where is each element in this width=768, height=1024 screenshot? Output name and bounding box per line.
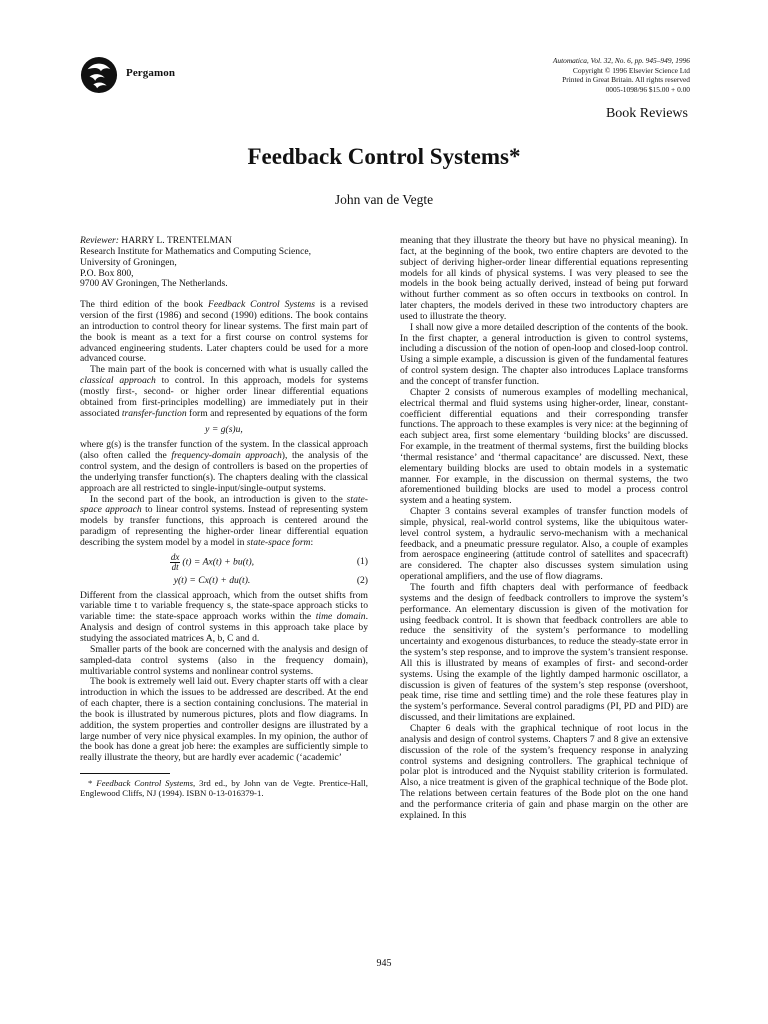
paragraph: Smaller parts of the book are concerned with the analysis and design of sampled-data control systems (also in the frequency domain), multivariable control systems and nonlinear control systems. — [80, 643, 368, 677]
copyright-line: Copyright © 1996 Elsevier Science Ltd — [572, 65, 690, 75]
reviewer-block — [80, 236, 368, 290]
journal-imprint — [553, 56, 690, 94]
paragraph: In the second part of the book, an introduction is given to the state-space approach to linear control systems. Instead of representing system models by transfer functions, this approach is centered around the paradigm of representing the higher-order linear differential equation describing the system model by a model in state-space form: — [80, 493, 368, 548]
equation-state: $\frac{dx}{dt}$ (t) = Ax(t) + bu(t), (1) — [170, 551, 368, 572]
section-label: Book Reviews — [605, 106, 688, 121]
paragraph: Chapter 2 consists of numerous examples of modelling mechanical, electrical thermal and fluid systems using higher-order, linear, constant-coefficient differential equations and their corresponding transfer functions. The approach to these examples is very nice: at the beginning of each subject area, first some elementary ‘building blocks’ are discussed. For example, in the treatment of thermal systems, first the building blocks ‘thermal resistance’ and ‘thermal capacitance’ are discussed. Next, these elementary building blocks are used to obtain models in a systematic manner. For example, in the discussion on thermal systems, the two aforementioned building blocks are used to model a process control system and a heating system. — [400, 386, 688, 507]
book-author: John van de Vegte — [334, 192, 434, 207]
left-column — [80, 236, 368, 798]
footnote-divider — [80, 773, 170, 774]
equation-number: (2) — [356, 574, 368, 586]
paragraph: Chapter 6 deals with the graphical technique of root locus in the analysis and design of control systems. Chapters 7 and 8 give an extensive discussion of the role of the system’s frequency response in analyzing control systems and designing controllers. The graphical technique of polar plot is introduced and the Nyquist stability criterion is formulated. Also, a nice treatment is given of the graphical technique of the Bode plot. The relations between certain features of the Bode plot on the one hand and the performance criteria of gain and phase margin on the other are explained. In this — [400, 722, 688, 821]
equation-transfer-function: y = g(s)u, — [205, 423, 243, 435]
reviewer-name: HARRY L. TRENTELMAN — [121, 235, 232, 246]
paragraph: where g(s) is the transfer function of the system. In the classical approach (also often called the frequency-domain approach), the analysis of the control system, and the design of controllers is based on the properties of the underlying transfer function(s). The chapters dealing with the classical approach are all restricted to single-input/single-output systems. — [80, 439, 369, 494]
equation-output: y(t) = Cx(t) + du(t). (2) — [173, 574, 368, 586]
reviewer-affiliation-line: 9700 AV Groningen, The Netherlands. — [80, 278, 228, 290]
paragraph: I shall now give a more detailed description of the contents of the book. In the first chapter, a general introduction is given to control systems, including a discussion of the notion of open-loop and closed-loop control. Using a simple example, a discussion is given of the fundamental features of control system design. The chapter also introduces Laplace transforms and the concept of transfer function. — [400, 321, 688, 387]
article-title: Feedback Control Systems* — [247, 144, 521, 169]
footnote: * Feedback Control Systems, 3rd ed., by John van de Vegte. Prentice-Hall, Englewood Cliffs, NJ (1994). ISBN 0-13-016379-1. — [80, 778, 368, 799]
paragraph: The main part of the book is concerned with what is usually called the classical approach to control. In this approach, models for systems (mostly first-, second- or higher order linear differential equations obtained from first-principles modelling) are immediately put in their associated transfer-function form and represented by equations of the form — [80, 364, 369, 419]
derivative-fraction: $\frac{dx}{dt}$ — [170, 551, 180, 572]
paragraph: The fourth and fifth chapters deal with performance of feedback systems and the design of feedback controllers to improve the system’s performance. An elementary discussion is given of the motivation for using feedback control. It is shown that feedback controllers are able to reduce the sensitivity of the system’s performance to modelling uncertainty and exogenous disturbances, to reduce the steady-state error in the system’s step response, and to improve the system’s transient response. All this is illustrated by means of examples of first- and second-order systems. Using the example of the lightly damped harmonic oscillator, a discussion is given of features of the system’s step response (overshoot, peak time, rise time and settling time) and the role these features play in the system’s performance. Several control paradigms (PI, PD and PID) are discussed, and their limitations are explained. — [400, 582, 688, 724]
publisher-name: Pergamon — [126, 67, 176, 79]
reviewer-label: Reviewer: — [80, 235, 119, 246]
reviewer-affiliation-line: Research Institute for Mathematics and Computing Science, — [80, 245, 311, 257]
paragraph: Chapter 3 contains several examples of transfer function models of simple, physical, real-world control systems, like the ubiquitous water-level control system, a hydraulic servo-mechanism with a mechanical feedback, and a pneumatic pressure regulator. Also, a couple of examples from aerospace engineering (attitude control of satellites and spacecraft) are considered. The chapter also discusses system simulation using operational amplifiers, and the use of flow diagrams. — [400, 506, 688, 583]
publisher-logo — [80, 56, 118, 94]
issn-line: 0005-1098/96 $15.00 + 0.00 — [605, 84, 690, 94]
equation-number: (1) — [356, 555, 368, 567]
paragraph: meaning that they illustrate the theory but have no physical meaning). In fact, at the beginning of the book, two entire chapters are devoted to the subject of deriving higher-order linear differential equations representing models for all kinds of physical systems. I was very pleased to see the models in the book being actually derived, instead of being put forward without further comment as so often occurs in textbooks on control. In later chapters, the models derived in these two introductory chapters are used to illustrate the theory. — [400, 235, 688, 322]
reviewer-affiliation-line: University of Groningen, — [80, 256, 177, 268]
reviewer-affiliation-line: P.O. Box 800, — [80, 267, 134, 279]
journal-citation: Automatica, Vol. 32, No. 6, pp. 945–949, 1996 — [552, 56, 690, 65]
page-number: 945 — [376, 958, 392, 969]
paragraph: The book is extremely well laid out. Every chapter starts off with a clear introduction in which the issues to be addressed are described. At the end of each chapter, there is a section containing conclusions. The material in the book is illustrated by numerous pictures, plots and flow diagrams. In addition, the system properties and controller designs are illustrated by a large number of very nice physical examples. In my opinion, the author of the book has done a great job here: the examples are sufficiently simple to really illustrate the theory, but are hardly ever academic (‘academic’ — [80, 676, 368, 764]
paragraph: The third edition of the book Feedback Control Systems is a revised version of the first (1986) and second (1990) editions. The book contains an introduction to control theory for linear systems. The first main part of the book is meant as a text for a first course on control systems for advanced engineering students. Later chapters could be used for a more advanced course. — [80, 299, 368, 365]
printed-line: Printed in Great Britain. All rights reserved — [562, 75, 690, 85]
paragraph: Different from the classical approach, which from the outset shifts from variable time t to variable frequency s, the state-space approach sticks to variable time: the state-space approach works within the time domain. Analysis and design of control systems in this approach take place by studying the associated matrices A, b, C and d. — [80, 589, 368, 644]
right-column — [400, 236, 688, 822]
